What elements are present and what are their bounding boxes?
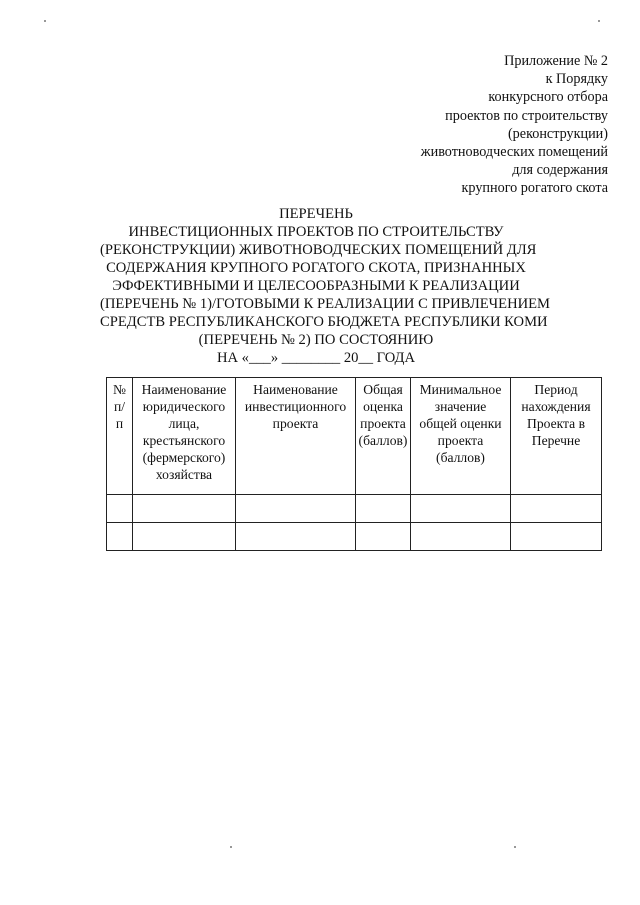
table-cell xyxy=(411,523,511,551)
table-cell xyxy=(107,523,133,551)
table-cell xyxy=(133,495,236,523)
appendix-line: животноводческих помещений xyxy=(420,144,608,161)
column-header-period: Период нахождения Проекта в Перечне xyxy=(511,378,602,495)
table-row xyxy=(107,495,602,523)
column-header-total-score: Общая оценка проекта (баллов) xyxy=(356,378,411,495)
column-header-legal-entity: Наименование юридического лица, крестьянского (фермерского) хозяйства xyxy=(133,378,236,495)
table-row xyxy=(107,523,602,551)
title-line: (ПЕРЕЧЕНЬ № 2) ПО СОСТОЯНИЮ xyxy=(198,332,434,348)
title-line: ПЕРЕЧЕНЬ xyxy=(279,206,353,222)
scan-speck xyxy=(598,20,600,22)
title-line: СРЕДСТВ РЕСПУБЛИКАНСКОГО БЮДЖЕТА РЕСПУБЛИКИ КОМИ xyxy=(100,314,548,330)
table-cell xyxy=(107,495,133,523)
projects-table xyxy=(106,377,602,551)
table-cell xyxy=(356,495,411,523)
appendix-line: проектов по строительству xyxy=(445,107,608,124)
scan-speck xyxy=(514,846,516,848)
title-line: (ПЕРЕЧЕНЬ № 1)/ГОТОВЫМИ К РЕАЛИЗАЦИИ С ПРИВЛЕЧЕНИЕМ xyxy=(100,296,551,312)
appendix-line: Приложение № 2 xyxy=(504,53,608,69)
table-cell xyxy=(236,495,356,523)
title-line: СОДЕРЖАНИЯ КРУПНОГО РОГАТОГО СКОТА, ПРИЗНАННЫХ xyxy=(106,260,526,276)
appendix-line: (реконструкции) xyxy=(507,125,608,142)
column-header-number: № п/ п xyxy=(107,378,133,495)
table-cell xyxy=(133,523,236,551)
appendix-block xyxy=(421,52,608,198)
scan-speck xyxy=(44,20,46,22)
appendix-line: крупного рогатого скота xyxy=(461,180,608,197)
title-line: ИНВЕСТИЦИОННЫХ ПРОЕКТОВ ПО СТРОИТЕЛЬСТВУ xyxy=(128,224,504,240)
table-cell xyxy=(411,495,511,523)
column-header-project-name: Наименование инвестиционного проекта xyxy=(236,378,356,495)
table-cell xyxy=(511,495,602,523)
document-title xyxy=(100,205,551,367)
title-line: (РЕКОНСТРУКЦИИ) ЖИВОТНОВОДЧЕСКИХ ПОМЕЩЕНИЙ ДЛЯ xyxy=(100,242,537,258)
title-line: ЭФФЕКТИВНЫМИ И ЦЕЛЕСООБРАЗНЫМИ К РЕАЛИЗАЦИИ xyxy=(112,278,520,294)
appendix-line: к Порядку xyxy=(545,71,608,88)
appendix-line: конкурсного отбора xyxy=(488,89,608,106)
column-header-min-score: Минимальное значение общей оценки проекта (баллов) xyxy=(411,378,511,495)
table-cell xyxy=(511,523,602,551)
title-line: НА «___» ________ 20__ ГОДА xyxy=(216,350,416,366)
table-cell xyxy=(236,523,356,551)
appendix-line: для содержания xyxy=(512,162,608,179)
table-cell xyxy=(356,523,411,551)
table-header-row xyxy=(107,378,602,495)
scan-speck xyxy=(230,846,232,848)
